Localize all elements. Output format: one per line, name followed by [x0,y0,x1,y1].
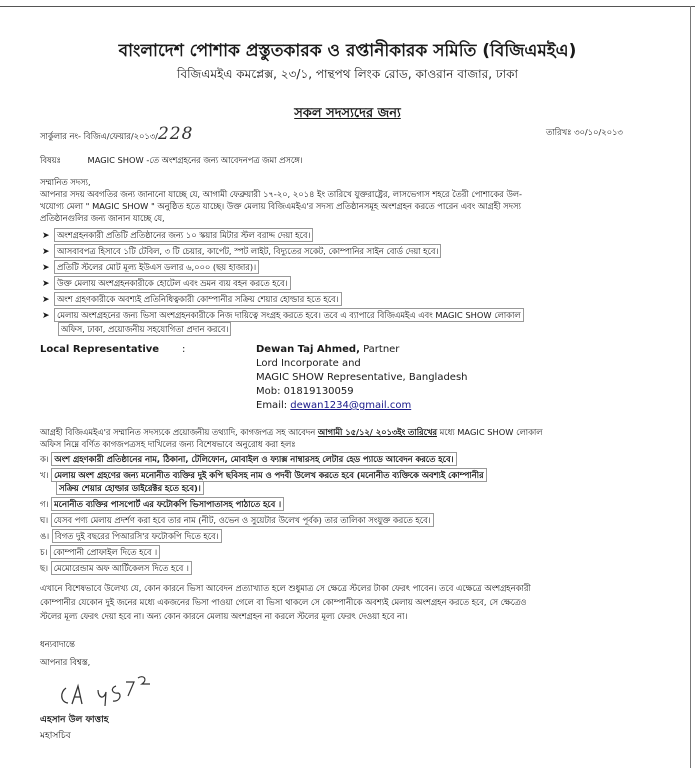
organization-name: বাংলাদেশ পোশাক প্রস্তুতকারক ও রপ্তানীকারক সমিতি (বিজিএমইএ) [118,41,577,61]
intro-line-3: প্রতিষ্ঠানগুলির জন্য জানান যাচ্ছে যে, [40,213,165,223]
local-rep-mobile: Mob: 01819130059 [256,386,354,397]
salutation: সম্মানিত সদস্য, [40,177,91,187]
doc-item: গ। মনোনীত ব্যক্তির পাসপোর্ট এর ফটোকপি ভিসাপাতাসহ পাঠাতে হবে । [40,497,284,511]
intro-line-1: আপনার সদয় অবগতির জন্য জানানো যাচ্ছে যে, আগামী ফেব্রুয়ারী ১৭-২০, ২০১৪ ইং তারিখে যুক্তরাষ্ট্রের, লাসভেগাস শহরে তৈরী পোশাকের উল- [40,189,522,199]
note-line-1: এখানে বিশেষভাবে উলেখ্য যে, কোন কারনে ভিসা আবেদন প্রত্যাখ্যাত হলে শুধুমাত্র সে ক্ষেত্রে স্টলের টাকা ফেরৎ পাবেন। তবে এক্ষেত্রে অংশগ্রহনকারী [40,583,531,593]
local-rep-name-line [256,344,399,355]
arrow-bullet-icon: ➤ [42,311,50,321]
subject-line [40,154,303,166]
signatory-name: এহসান উল ফাত্তাহ [40,715,109,725]
closing-yours: আপনার বিশ্বস্ত, [40,657,91,667]
docs-intro-line-1: আগ্রহী বিজিএমইএ'র সম্মানিত সদস্যকে প্রয়োজনীয় তথ্যাদি, কাগজপত্র সহ আবেদন আগামী ১৫/১২/ ২০১৩ইং তারিখের মধ্যে MAGIC SHOW লোকাল [40,427,543,437]
handwritten-signature [58,672,168,714]
bullet-item: ➤ অংশগ্রহনকারী প্রতিটি প্রতিষ্ঠানের জন্য ১০ স্কয়ার মিটার স্টল বরাদ্দ দেয়া হবে। [42,228,313,242]
top-border [0,6,695,7]
doc-item: চ। কোম্পানী প্রোফাইল দিতে হবে । [40,545,160,559]
subject-text: MAGIC SHOW -তে অংশগ্রহনের জন্য আবেদনপত্র জমা প্রসঙ্গে। [87,155,303,165]
doc-item: ঙ। বিগত দুই বছরের পিআরসি'র ফটোকপি দিতে হবে। [40,529,222,543]
doc-item: খ। মেলায় অংশ গ্রহণের জন্য মনোনীত ব্যক্তির দুই কপি ছবিসহ নাম ও পদবী উলেখ করতে হবে (মনোনীত ব্যক্তিকে অবশ্যই কোম্পানীর [40,468,487,482]
email-label: Email: [256,400,291,411]
local-rep-company: Lord Incorporate and [256,358,361,369]
circular-label: সার্কুলার নং- বিজিএ/ফেয়ার/২০১৩/ [40,131,158,141]
arrow-bullet-icon: ➤ [42,231,50,241]
doc-item: ঘ। যেসব পণ্য মেলায় প্রদর্শণ করা হবে তার নাম (নীট, ওভেন ও সুয়েটার উলেখ পূর্বক) তার তালিকা সংযুক্ত করতে হবে। [40,513,434,527]
arrow-bullet-icon: ➤ [42,279,50,289]
circular-date: তারিখঃ ৩০/১০/২০১৩ [546,127,623,137]
arrow-bullet-icon: ➤ [42,263,50,273]
local-rep-label: Local Representative [40,344,160,355]
bullet-item: ➤ অংশ গ্রহণকারীকে অবশ্যই প্রতিনিধিত্বকারী কোম্পানীর সক্রিয় শেয়ার হোল্ডার হতে হবে। [42,292,342,306]
note-line-2: কোম্পানীর যেকোন দুই জনের মধ্যে একজনের ভিসা পাওয়া গেলে বা ভিসা থাকলে সে কোম্পানীকে অবশ্যই মেলায় অংশগ্রহন করতে হবে, সে ক্ষেত্রেও [40,597,527,607]
bullet-item: ➤ আসবাবপত্র হিসাবে ১টি টেবিল, ৩ টি চেয়ার, কার্পেট, স্পট লাইট, বিদ্যুতের সকেট, কোম্পানির সাইন বোর্ড দেয়া হবে। [42,244,441,258]
closing-thanks: ধন্যবাদান্তে [40,639,75,649]
subject-label: বিষয়ঃ [40,155,61,165]
bullet-item-continued: অফিস, ঢাকা, প্রয়োজনীয় সহযোগিতা প্রদান করবে। [58,322,231,336]
local-rep-name: Dewan Taj Ahmed, [256,344,360,355]
doc-item-continued: সক্রিয় শেয়ার হোল্ডার ডাইরেক্টর হতে হবে)। [56,481,204,495]
email-link[interactable]: dewan1234@gmail.com [290,400,412,411]
local-rep-role: Partner [363,344,400,355]
local-rep-colon: : [182,344,186,355]
circular-number-handwritten: 228 [157,124,194,144]
local-rep-email-line [256,400,411,411]
note-line-3: স্টলের মূল্য ফেরৎ দেয়া হবে না। অন্য কোন কারনে মেলায় অংশগ্রহন না করলে স্টলের মূল্য ফেরৎ দেওয়া হবে না। [40,611,408,621]
organization-address: বিজিএমইএ কমপ্লেক্স, ২৩/১, পান্থপথ লিংক রোড, কাওরান বাজার, ঢাকা [177,67,518,81]
bullet-item: ➤ প্রতিটি স্টলের মোট মূল্য ইউএস ডলার ৬,০০০ (ছয় হাজার)। [42,260,259,274]
arrow-bullet-icon: ➤ [42,295,50,305]
local-rep-title: MAGIC SHOW Representative, Bangladesh [256,372,468,383]
doc-item: ছ। মেমোরেন্ডাম অফ আর্টিকেলস দিতে হবে । [40,561,192,575]
intro-line-2: খযোগ্য মেলা " MAGIC SHOW " অনুষ্ঠিত হতে যাচ্ছে। উক্ত মেলায় বিজিএমইএ'র সদস্য প্রতিষ্ঠানসমূহ অংশগ্রহন করতে পারেন এবং আগ্রহী সদস্য [40,201,521,211]
audience-heading: সকল সদস্যদের জন্য [294,106,401,121]
bullet-item: ➤ মেলায় অংশগ্রহনের জন্য ভিসা অংশগ্রহনকারীকে নিজ দায়িত্বে সংগ্রহ করতে হবে। তবে এ ব্যাপারে বিজিএমইএ এবং MAGIC SHOW লোকাল [42,308,524,322]
bullet-item: ➤ উক্ত মেলায় অংশগ্রহনকারীকে হোটেল এবং ভ্রমন ব্যয় বহন করতে হবে। [42,276,291,290]
doc-item: ক। অংশ গ্রহণকারী প্রতিষ্ঠানের নাম, ঠিকানা, টেলিফোন, মোবাইল ও ফ্যাক্স নাম্বারসহ লেটার হেড প্যাডে আবেদন করতে হবে। [40,452,457,466]
arrow-bullet-icon: ➤ [42,247,50,257]
deadline-date: আগামী ১৫/১২/ ২০১৩ইং তারিখের [317,427,437,437]
circular-number-line [40,124,194,144]
signatory-title: মহাসচিব [40,731,71,741]
docs-intro-line-2: অফিস নিম্নে বর্ণিত কাগজপত্রসহ দাখিলের জন্য বিশেষভাবে অনুরোধ করা হলঃ [40,439,296,449]
